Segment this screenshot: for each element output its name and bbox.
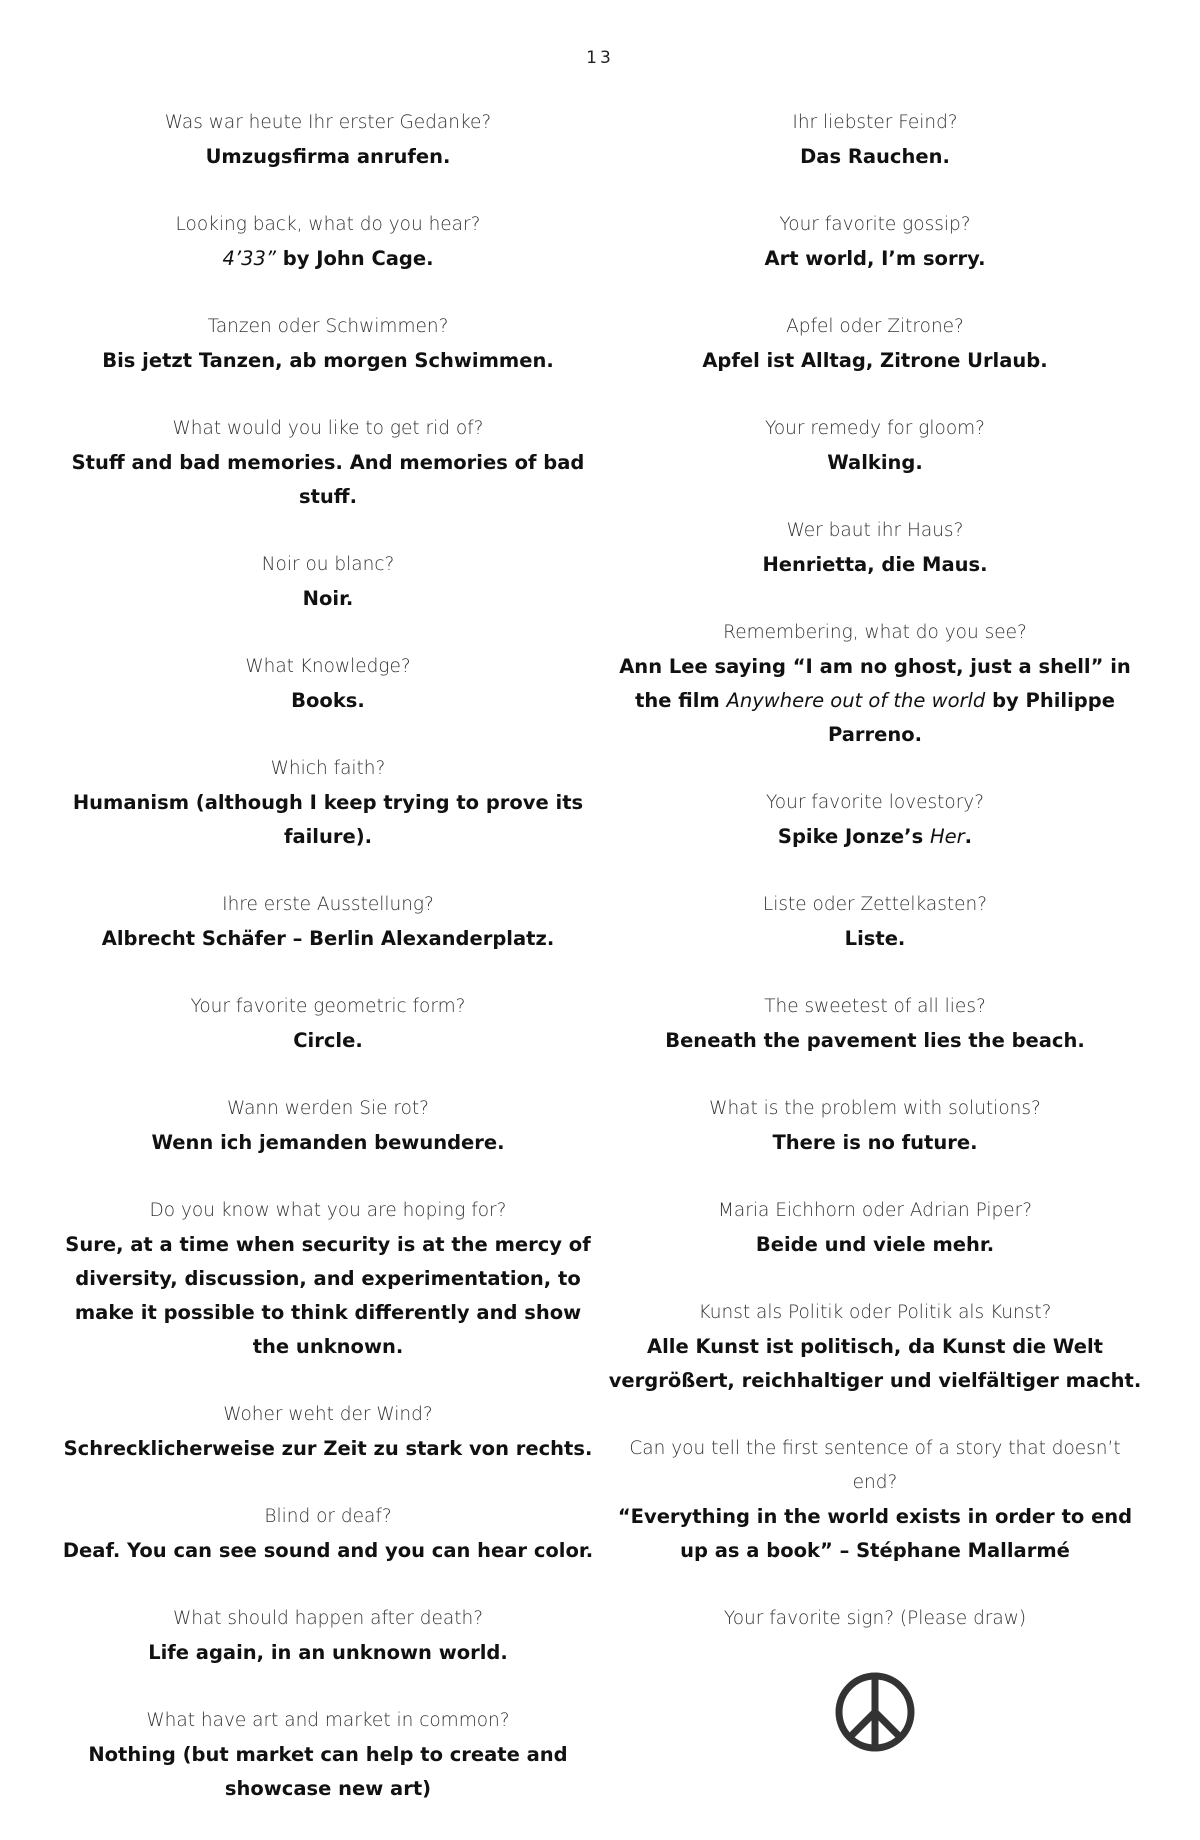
question: Do you know what you are hoping for? xyxy=(149,1200,507,1221)
question: Ihr liebster Feind? xyxy=(792,112,958,133)
answer xyxy=(605,548,1145,582)
answer-text: There is no future. xyxy=(772,1131,978,1154)
qa-block xyxy=(605,514,1145,582)
answer xyxy=(58,140,598,174)
answer xyxy=(58,582,598,616)
answer xyxy=(605,344,1145,378)
answer-text: . xyxy=(964,825,973,848)
qa-block xyxy=(58,752,598,854)
answer-text: “Everything in the world exists in order to end up as a book” – Stéphane Mallarmé xyxy=(617,1505,1133,1562)
answer-text: Beide und viele mehr. xyxy=(755,1233,995,1256)
qa-block xyxy=(58,208,598,276)
answer xyxy=(58,1432,598,1466)
answer-text: Books. xyxy=(291,689,365,712)
answer-text: Henrietta, die Maus. xyxy=(762,553,988,576)
answer-text: Stuff and bad memories. And memories of bad stuff. xyxy=(71,451,585,508)
answer xyxy=(58,344,598,378)
answer-text: Albrecht Schäfer – Berlin Alexanderplatz. xyxy=(101,927,555,950)
answer-text: Wenn ich jemanden bewundere. xyxy=(151,1131,505,1154)
answer-text: Humanism (although I keep trying to prove its failure). xyxy=(72,791,584,848)
question: Your remedy for gloom? xyxy=(765,418,985,439)
answer xyxy=(58,1126,598,1160)
question: Blind or deaf? xyxy=(264,1506,392,1527)
qa-block xyxy=(605,1194,1145,1262)
question: Liste oder Zettelkasten? xyxy=(762,894,988,915)
answer xyxy=(605,1024,1145,1058)
answer-text: Das Rauchen. xyxy=(800,145,950,168)
answer-text: Life again, in an unknown world. xyxy=(148,1641,508,1664)
answer-title-italic: 4’33” xyxy=(222,247,276,270)
question: Can you tell the first sentence of a story that doesn’t end? xyxy=(629,1438,1121,1493)
qa-block xyxy=(605,412,1145,480)
answer-text: Art world, I’m sorry. xyxy=(764,247,986,270)
answer-text: Sure, at a time when security is at the mercy of diversity, discussion, and experimentation, to make it possible to think differently and show the unknown. xyxy=(65,1233,591,1358)
answer xyxy=(605,446,1145,480)
question: Your favorite geometric form? xyxy=(190,996,466,1017)
question: What have art and market in common? xyxy=(146,1710,510,1731)
answer xyxy=(58,1024,598,1058)
question: Was war heute Ihr erster Gedanke? xyxy=(164,112,492,133)
answer-text: Liste. xyxy=(844,927,906,950)
answer xyxy=(58,242,598,276)
qa-block xyxy=(58,412,598,514)
qa-block xyxy=(605,888,1145,956)
answer-text: Spike Jonze’s xyxy=(777,825,930,848)
question: Woher weht der Wind? xyxy=(223,1404,433,1425)
qa-block xyxy=(58,310,598,378)
peace-sign-drawing xyxy=(605,1670,1145,1754)
answer-text: Walking. xyxy=(827,451,923,474)
answer xyxy=(605,1330,1145,1398)
right-column-items xyxy=(605,106,1145,1636)
answer xyxy=(58,786,598,854)
qa-block xyxy=(58,106,598,174)
answer xyxy=(58,922,598,956)
question: Apfel oder Zitrone? xyxy=(786,316,964,337)
answer xyxy=(58,1534,598,1568)
question: Ihre erste Ausstellung? xyxy=(222,894,434,915)
question: Your favorite lovestory? xyxy=(765,792,985,813)
left-column xyxy=(58,106,598,1840)
question: What would you like to get rid of? xyxy=(172,418,484,439)
answer-text: Nothing (but market can help to create and showcase new art) xyxy=(88,1743,568,1800)
question: Looking back, what do you hear? xyxy=(175,214,481,235)
answer-text: Umzugsfirma anrufen. xyxy=(205,145,451,168)
answer xyxy=(58,1636,598,1670)
answer-text: Ann Lee saying “I am no ghost, just a shell” in the film xyxy=(619,655,1131,712)
peace-sign-icon xyxy=(833,1670,917,1754)
answer xyxy=(605,140,1145,174)
answer xyxy=(58,684,598,718)
question: Which faith? xyxy=(270,758,386,779)
qa-block xyxy=(605,310,1145,378)
answer xyxy=(605,1126,1145,1160)
qa-block xyxy=(605,786,1145,854)
question: Kunst als Politik oder Politik als Kunst? xyxy=(698,1302,1052,1323)
question: Noir ou blanc? xyxy=(261,554,395,575)
qa-block xyxy=(58,1704,598,1806)
answer xyxy=(605,1500,1145,1568)
question: Tanzen oder Schwimmen? xyxy=(207,316,449,337)
qa-block xyxy=(605,616,1145,752)
answer-text: Beneath the pavement lies the beach. xyxy=(665,1029,1085,1052)
qa-block xyxy=(58,1398,598,1466)
answer-title-italic: Her xyxy=(929,825,965,848)
answer xyxy=(58,1738,598,1806)
answer xyxy=(605,922,1145,956)
page-number: 13 xyxy=(586,48,614,68)
answer xyxy=(58,1228,598,1364)
question: Wann werden Sie rot? xyxy=(226,1098,430,1119)
answer-text: Apfel ist Alltag, Zitrone Urlaub. xyxy=(702,349,1048,372)
question: Your favorite gossip? xyxy=(779,214,971,235)
qa-block xyxy=(605,990,1145,1058)
qa-block xyxy=(58,990,598,1058)
answer xyxy=(605,820,1145,854)
answer-text: Bis jetzt Tanzen, ab morgen Schwimmen. xyxy=(102,349,554,372)
question: Your favorite sign? (Please draw) xyxy=(723,1608,1027,1629)
answer xyxy=(605,1228,1145,1262)
qa-block xyxy=(58,1602,598,1670)
qa-block xyxy=(58,548,598,616)
answer-text: Deaf. You can see sound and you can hear color. xyxy=(62,1539,594,1562)
answer-text: by Philippe Parreno. xyxy=(827,689,1115,746)
answer xyxy=(605,242,1145,276)
qa-block xyxy=(58,1092,598,1160)
qa-block xyxy=(58,650,598,718)
answer-text: Alle Kunst ist politisch, da Kunst die Welt vergrößert, reichhaltiger und vielfältiger macht. xyxy=(608,1335,1142,1392)
answer-title-italic: Anywhere out of the world xyxy=(726,689,986,712)
right-column xyxy=(605,106,1145,1754)
question: What is the problem with solutions? xyxy=(709,1098,1041,1119)
answer xyxy=(605,650,1145,752)
answer-text: Circle. xyxy=(293,1029,363,1052)
answer-text: by John Cage. xyxy=(276,247,434,270)
question: Wer baut ihr Haus? xyxy=(786,520,964,541)
question: What should happen after death? xyxy=(172,1608,484,1629)
question: Maria Eichhorn oder Adrian Piper? xyxy=(717,1200,1033,1221)
question: The sweetest of all lies? xyxy=(764,996,986,1017)
qa-block xyxy=(605,1092,1145,1160)
qa-block xyxy=(58,888,598,956)
qa-block xyxy=(58,1500,598,1568)
qa-block xyxy=(605,1432,1145,1568)
qa-block xyxy=(58,1194,598,1364)
qa-block xyxy=(605,1602,1145,1636)
answer-text: Noir. xyxy=(302,587,354,610)
answer xyxy=(58,446,598,514)
question: What Knowledge? xyxy=(245,656,411,677)
qa-block xyxy=(605,1296,1145,1398)
question: Remembering, what do you see? xyxy=(723,622,1027,643)
qa-block xyxy=(605,106,1145,174)
qa-block xyxy=(605,208,1145,276)
answer-text: Schrecklicherweise zur Zeit zu stark von rechts. xyxy=(63,1437,593,1460)
